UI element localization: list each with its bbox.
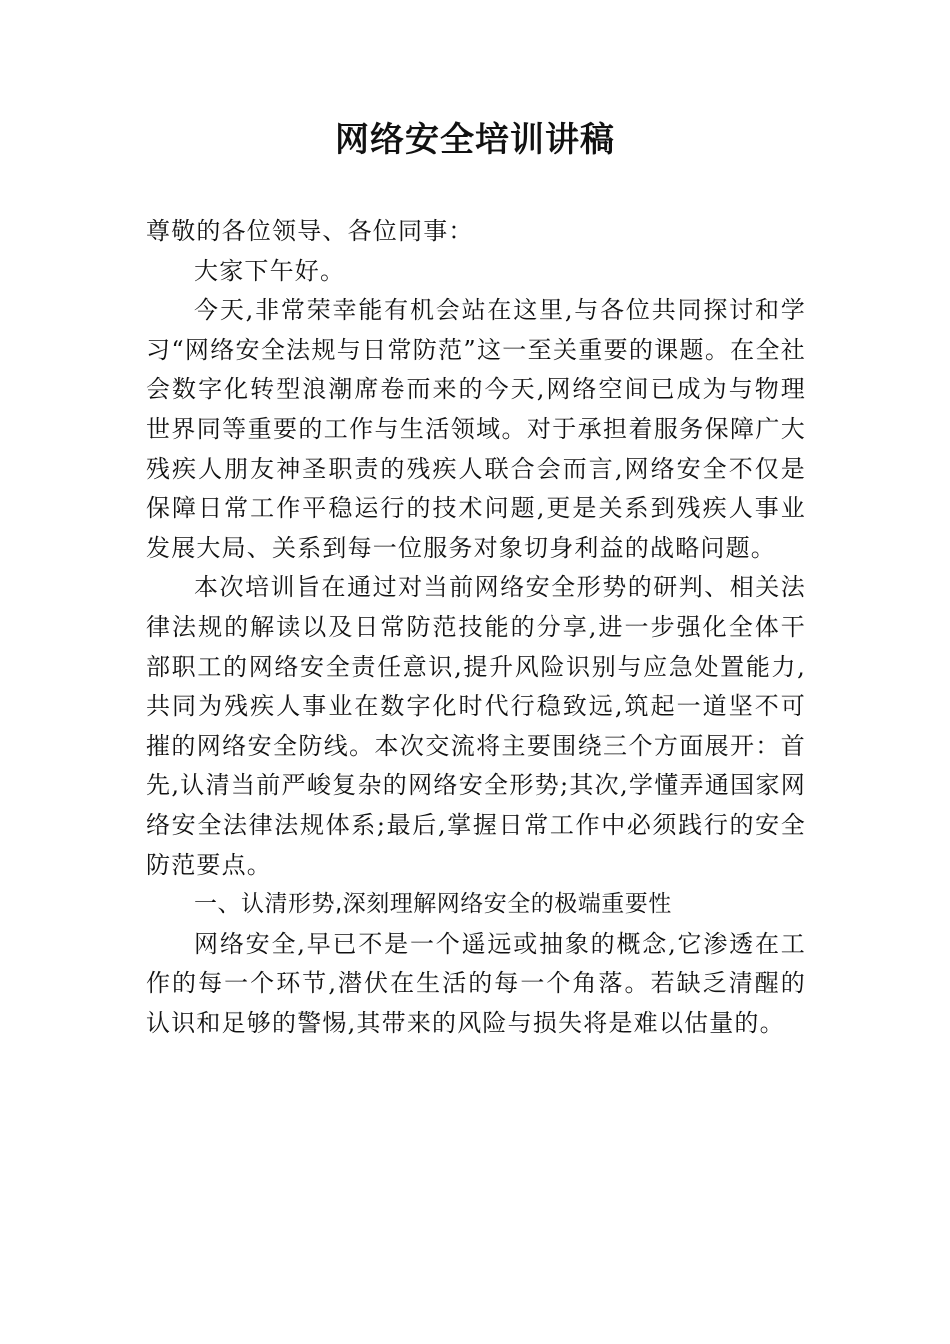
document-body <box>146 212 806 1043</box>
document-title: 网络安全培训讲稿 <box>335 120 615 160</box>
paragraph-section1: 网络安全,早已不是一个遥远或抽象的概念,它渗透在工作的每一个环节,潜伏在生活的每一个角落。若缺乏清醒的认识和足够的警惕,其带来的风险与损失将是难以估量的。 <box>146 929 806 1037</box>
paragraph-intro: 今天,非常荣幸能有机会站在这里,与各位共同探讨和学习“网络安全法规与日常防范”这一至关重要的课题。在全社会数字化转型浪潮席卷而来的今天,网络空间已成为与物理世界同等重要的工作与生活领域。对于承担着服务保障广大残疾人朋友神圣职责的残疾人联合会而言,网络安全不仅是保障日常工作平稳运行的技术问题,更是关系到残疾人事业发展大局、关系到每一位服务对象切身利益的战略问题。 <box>146 296 806 562</box>
paragraph-purpose: 本次培训旨在通过对当前网络安全形势的研判、相关法律法规的解读以及日常防范技能的分享,进一步强化全体干部职工的网络安全责任意识,提升风险识别与应急处置能力,共同为残疾人事业在数字化时代行稳致远,筑起一道坚不可摧的网络安全防线。本次交流将主要围绕三个方面展开：首先,认清当前严峻复杂的网络安全形势;其次,学懂弄通国家网络安全法律法规体系;最后,掌握日常工作中必须践行的安全防范要点。 <box>146 573 806 879</box>
greeting: 大家下午好。 <box>194 256 346 285</box>
section-heading-1: 一、认清形势,深刻理解网络安全的极端重要性 <box>194 891 672 918</box>
salutation: 尊敬的各位领导、各位同事： <box>146 217 474 245</box>
